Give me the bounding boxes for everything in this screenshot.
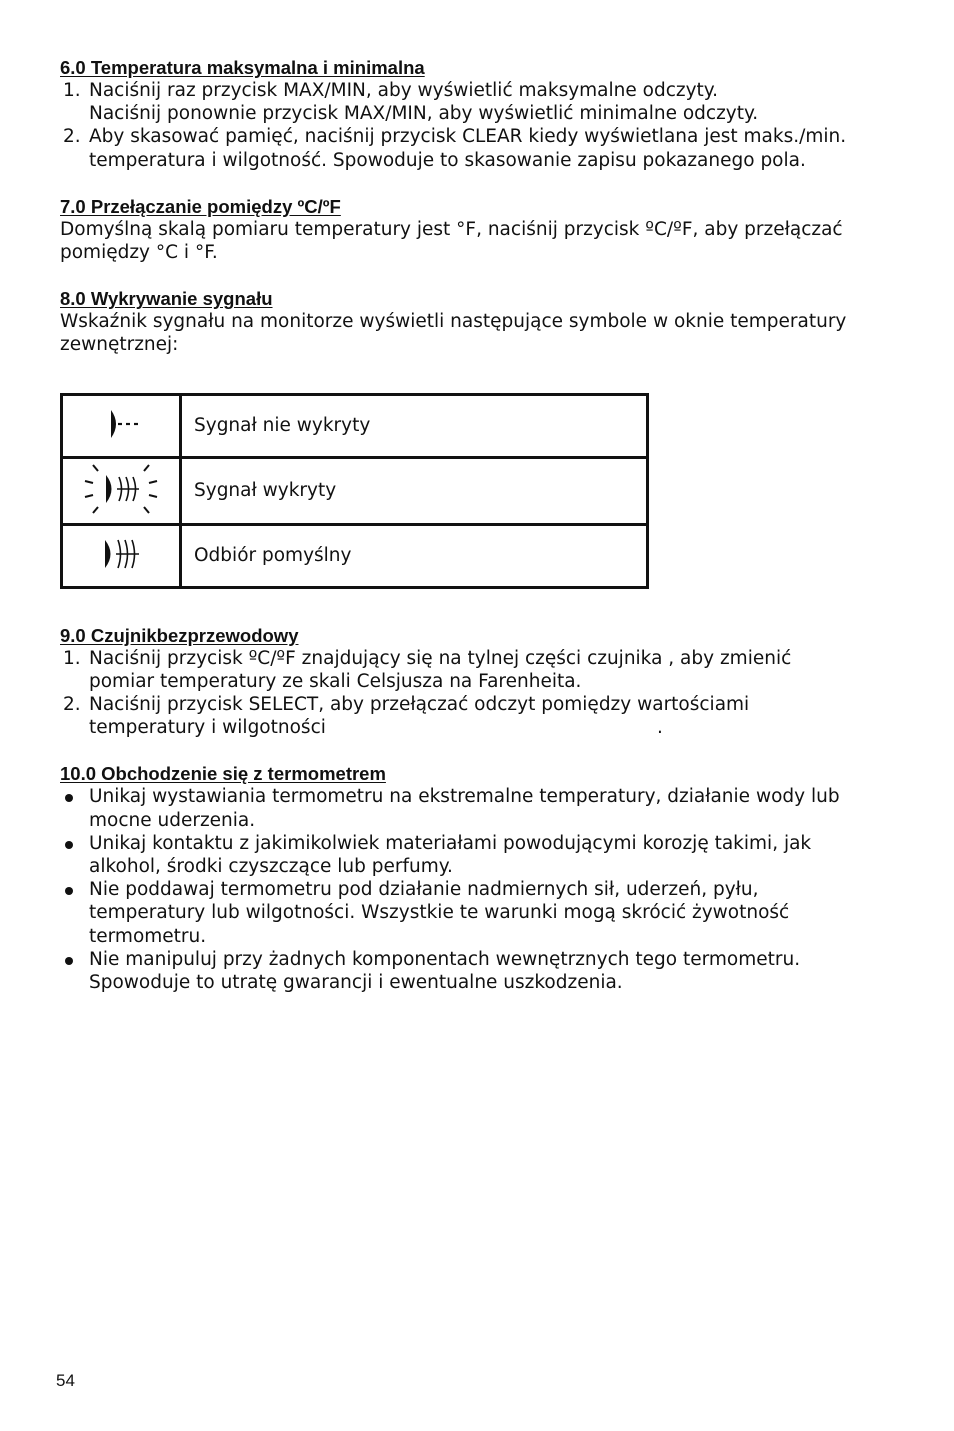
list-item — [60, 878, 890, 948]
bullet-icon — [65, 887, 73, 895]
item-number: 2. — [63, 126, 81, 148]
table-cell-label: Sygnał wykryty — [181, 457, 648, 524]
list-item — [60, 785, 890, 831]
list-item — [60, 79, 890, 125]
item-line: pomiar temperatury ze skali Celsjusza na Farenheita. — [89, 670, 582, 692]
item-number: 1. — [63, 80, 81, 101]
section-6-list — [60, 79, 890, 172]
signal-not-detected-icon — [62, 394, 181, 457]
table-row — [62, 524, 648, 587]
list-item — [60, 948, 890, 994]
item-line: termometru. — [89, 925, 207, 947]
reception-successful-icon — [62, 524, 181, 587]
item-line: Naciśnij raz przycisk MAX/MIN, aby wyświetlić maksymalne odczyty. — [89, 80, 718, 101]
section-9-list — [60, 647, 890, 740]
table-row — [62, 457, 648, 524]
item-line: temperatura i wilgotność. Spowoduje to skasowanie zapisu pokazanego pola. — [89, 149, 806, 171]
list-item — [60, 693, 890, 739]
section-6 — [60, 56, 890, 172]
item-line: alkohol, środki czyszczące lub perfumy. — [89, 856, 453, 878]
table-row — [62, 394, 648, 457]
item-line: Aby skasować pamięć, naciśnij przycisk CLEAR kiedy wyświetlana jest maks./min. — [89, 126, 847, 148]
item-line: mocne uderzenia. — [89, 809, 256, 831]
bullet-icon — [65, 841, 73, 849]
section-10 — [60, 762, 890, 994]
section-7-heading: 7.0 Przełączanie pomiędzy ºC/ºF — [60, 195, 341, 217]
item-line: temperatury i wilgotności — [89, 717, 326, 739]
section-6-heading: 6.0 Temperatura maksymalna i minimalna — [60, 57, 425, 78]
item-line: Nie manipuluj przy żadnych komponentach wewnętrznych tego termometru. — [89, 948, 801, 970]
item-number: 1. — [63, 647, 81, 669]
bullet-icon — [65, 794, 73, 802]
item-line: Naciśnij przycisk SELECT, aby przełączać odczyt pomiędzy wartościami — [89, 694, 750, 716]
trailing-period: . — [657, 717, 663, 739]
item-line: Unikaj wystawiania termometru na ekstremalne temperatury, działanie wody lub — [89, 786, 840, 808]
item-number: 2. — [63, 694, 81, 716]
manual-page — [60, 56, 890, 994]
section-7-text: Domyślną skalą pomiaru temperatury jest °F, naciśnij przycisk ºC/ºF, aby przełączać — [60, 218, 843, 240]
signal-detected-icon — [62, 457, 181, 524]
section-8 — [60, 287, 890, 588]
item-line-wrap — [89, 716, 890, 739]
item-line: Unikaj kontaktu z jakimikolwiek materiałami powodującymi korozję takimi, jak — [89, 832, 812, 854]
list-item — [60, 125, 890, 171]
section-10-heading: 10.0 Obchodzenie się z termometrem — [60, 763, 386, 785]
section-9 — [60, 624, 890, 740]
section-8-heading: 8.0 Wykrywanie sygnału — [60, 288, 273, 310]
section-10-list — [60, 785, 890, 994]
signal-table — [60, 393, 649, 589]
section-7 — [60, 195, 890, 264]
item-line: Naciśnij przycisk ºC/ºF znajdujący się na tylnej części czujnika , aby zmienić — [89, 647, 792, 669]
section-9-heading: 9.0 Czujnikbezprzewodowy — [60, 624, 299, 646]
section-8-text: zewnętrznej: — [60, 334, 179, 356]
table-cell-label: Sygnał nie wykryty — [181, 394, 648, 457]
list-item — [60, 647, 890, 693]
item-line: Spowoduje to utratę gwarancji i ewentualne uszkodzenia. — [89, 972, 623, 994]
item-line: Nie poddawaj termometru pod działanie nadmiernych sił, uderzeń, pyłu, — [89, 879, 759, 901]
table-cell-label: Odbiór pomyślny — [181, 524, 648, 587]
section-7-text: pomiędzy °C i °F. — [60, 242, 218, 264]
section-8-text: Wskaźnik sygnału na monitorze wyświetli następujące symbole w oknie temperatury — [60, 311, 847, 333]
list-item — [60, 832, 890, 878]
item-line: temperatury lub wilgotności. Wszystkie te warunki mogą skrócić żywotność — [89, 902, 790, 924]
item-line: Naciśnij ponownie przycisk MAX/MIN, aby wyświetlić minimalne odczyty. — [89, 103, 759, 125]
bullet-icon — [65, 957, 73, 965]
page-number: 54 — [56, 1371, 75, 1390]
